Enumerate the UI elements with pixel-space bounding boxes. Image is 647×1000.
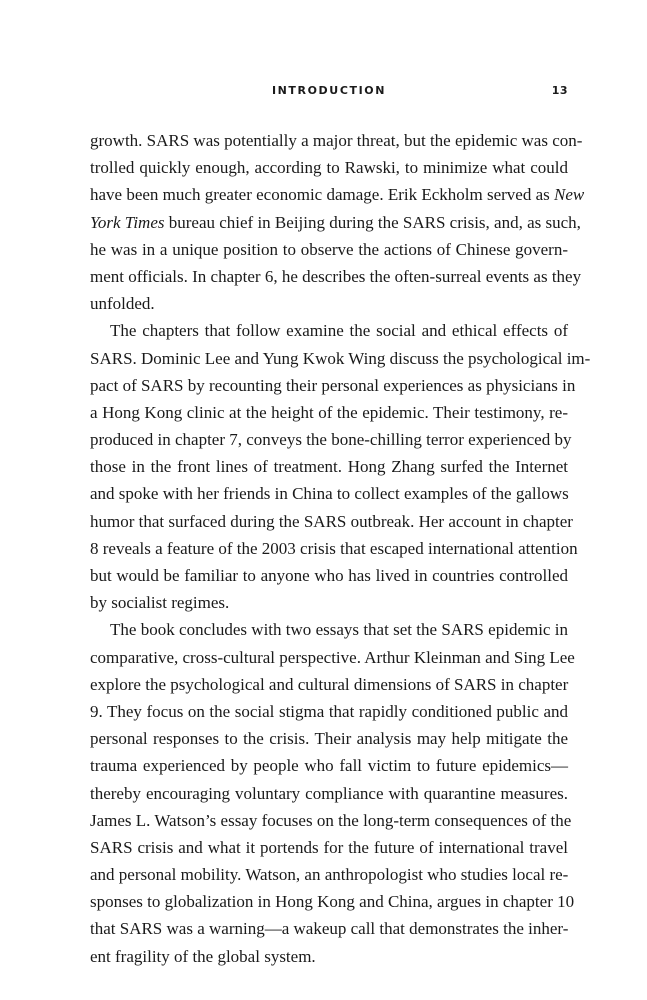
text-line: personal responses to the crisis. Their analysis may help mitigate the: [90, 729, 568, 749]
text-line: thereby encouraging voluntary compliance with quarantine measures.: [90, 783, 568, 803]
text-line: ent fragility of the global system.: [90, 946, 316, 966]
text-line: [90, 181, 585, 208]
text-line: ment officials. In chapter 6, he describes the often-surreal events as they: [90, 266, 582, 286]
text-line: that SARS was a warning—a wakeup call that demonstrates the inher-: [90, 919, 569, 939]
text-line: sponses to globalization in Hong Kong and China, argues in chapter 10: [90, 892, 575, 912]
text-line: a Hong Kong clinic at the height of the epidemic. Their testimony, re-: [90, 402, 568, 422]
text-span: have been much greater economic damage. Erik Eckholm served as: [90, 185, 554, 205]
body-text: [90, 127, 591, 970]
text-line: unfolded.: [90, 294, 155, 314]
text-line: growth. SARS was potentially a major threat, but the epidemic was con-: [90, 131, 583, 150]
text-line: he was in a unique position to observe the actions of Chinese govern-: [90, 239, 568, 259]
text-line: SARS crisis and what it portends for the future of international travel: [90, 837, 568, 857]
paragraph-3: [90, 616, 575, 969]
text-line: but would be familiar to anyone who has lived in countries controlled: [90, 566, 568, 585]
text-line: 8 reveals a feature of the 2003 crisis that escaped international attention: [90, 538, 578, 558]
text-line: and personal mobility. Watson, an anthropologist who studies local re-: [90, 865, 569, 885]
text-line: those in the front lines of treatment. Hong Zhang surfed the Internet: [90, 457, 568, 477]
text-line: 9. They focus on the social stigma that rapidly conditioned public and: [90, 701, 568, 721]
page-number: 13: [551, 84, 568, 97]
text-line: James L. Watson’s essay focuses on the long-term consequences of the: [90, 810, 572, 830]
text-span: bureau chief in Beijing during the SARS crisis, and, as such,: [168, 212, 581, 232]
text-line: explore the psychological and cultural dimensions of SARS in chapter: [90, 674, 569, 694]
newspaper-title: New: [554, 185, 585, 205]
text-line: trauma experienced by people who fall victim to future epidemics—: [90, 756, 568, 776]
text-line: trolled quickly enough, according to Rawski, to minimize what could: [90, 158, 568, 178]
paragraph-2: [90, 317, 591, 616]
text-line: produced in chapter 7, conveys the bone-chilling terror experienced by: [90, 430, 572, 450]
paragraph-1: [90, 127, 585, 317]
newspaper-title: York Times: [90, 212, 165, 232]
text-line: by socialist regimes.: [90, 593, 230, 613]
text-line: The chapters that follow examine the social and ethical effects of: [110, 321, 568, 341]
text-line: pact of SARS by recounting their personal experiences as physicians in: [90, 375, 576, 395]
text-line: SARS. Dominic Lee and Yung Kwok Wing discuss the psychological im-: [90, 348, 591, 368]
running-head: [90, 84, 568, 104]
running-title: INTRODUCTION: [271, 84, 387, 97]
text-line: and spoke with her friends in China to collect examples of the gallows: [90, 484, 569, 504]
text-line: humor that surfaced during the SARS outbreak. Her account in chapter: [90, 511, 573, 531]
text-line: The book concludes with two essays that set the SARS epidemic in: [110, 620, 568, 640]
text-line: comparative, cross-cultural perspective. Arthur Kleinman and Sing Lee: [90, 647, 575, 667]
text-line: [90, 209, 581, 236]
